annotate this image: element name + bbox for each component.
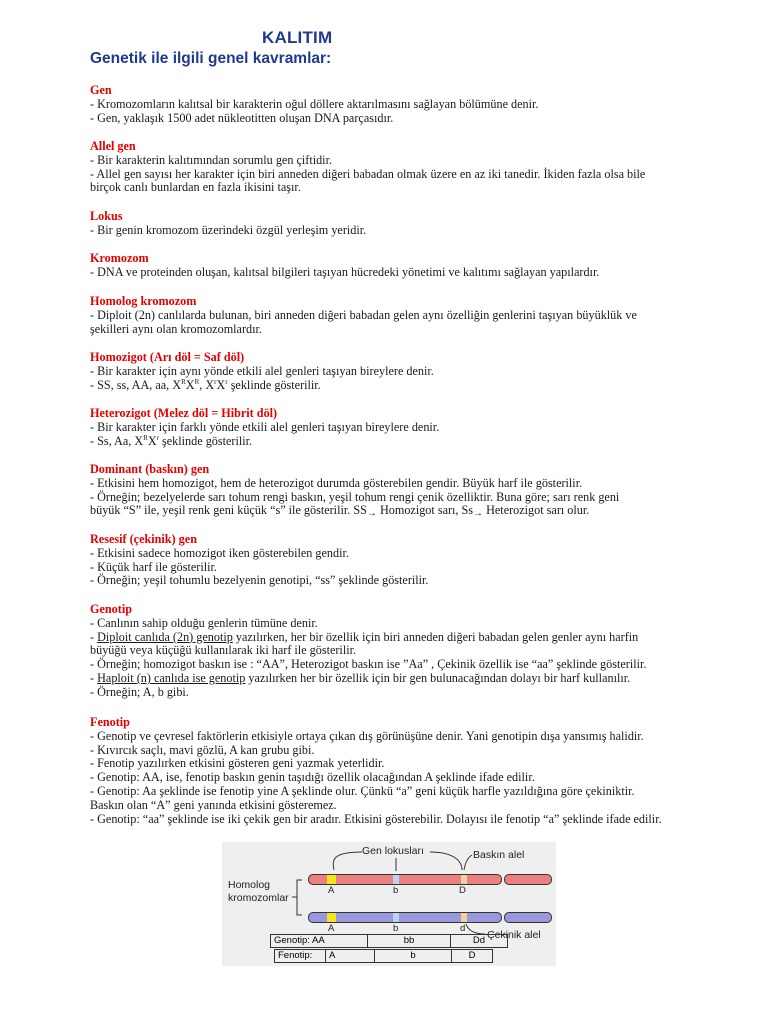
- superscript: r: [156, 433, 159, 442]
- text-line: - Bir karakter için aynı yönde etkili alel genleri taşıyan bireylere denir.: [90, 363, 434, 378]
- allele-letter: d: [460, 923, 466, 934]
- section-title: Heterozigot (Melez döl = Hibrit döl): [90, 406, 278, 420]
- text-line: - Etkisini hem homozigot, hem de heterozigot durumda gösterebilen gendir. Büyük harf ile gösterilir.: [90, 475, 583, 490]
- document-title: KALITIM: [262, 28, 333, 47]
- text-line: [90, 631, 710, 645]
- text-line: - Allel gen sayısı her karakter için biri anneden diğeri babadan olmak üzere en az iki tanedir. İkiden fazla olsa bile: [90, 166, 646, 181]
- section-lokus: [90, 210, 710, 238]
- text-fragment: yazılırken her bir özellik için bir gen bulunacağından dolayı bir harf kullanılır.: [245, 670, 631, 685]
- text-line: büyüğü veya küçüğü kullanılarak iki harf ile gösterilir.: [90, 643, 357, 658]
- text-line: - Bir karakter için farklı yönde etkili alel genleri taşıyan bireylere denir.: [90, 419, 440, 434]
- text-fragment: Heterozigot sarı olur.: [483, 503, 590, 518]
- section-genotip: [90, 603, 710, 700]
- superscript: r: [214, 377, 217, 386]
- text-line: - Diploit (2n) canlılarda bulunan, biri anneden diğeri babadan gelen aynı özelliğin genlerini taşıyan büyüklük ve: [90, 307, 637, 322]
- section-title: Genotip: [90, 602, 132, 616]
- text-fragment: X: [185, 377, 195, 392]
- text-line: - Fenotip yazılırken etkisini gösteren geni yazmak yeterlidir.: [90, 756, 385, 771]
- chromosome-top-short-arm: [504, 874, 552, 885]
- superscript: r: [225, 377, 228, 386]
- text-line: [90, 504, 710, 521]
- document-subtitle: Genetik ile ilgili genel kavramlar:: [90, 50, 332, 67]
- section-title: Gen: [90, 83, 112, 97]
- text-fragment: - SS, ss, AA, aa, X: [90, 377, 182, 392]
- text-fragment: -: [90, 629, 98, 644]
- band-blue: [393, 913, 399, 922]
- band-orange: [461, 913, 467, 922]
- text-line: [90, 672, 710, 686]
- section-homozigot: [90, 351, 710, 392]
- pointer-line: [430, 852, 462, 870]
- section-title: Fenotip: [90, 715, 130, 729]
- text-fragment: , X: [199, 377, 215, 392]
- section-title: Allel gen: [90, 139, 136, 153]
- text-line: - Gen, yaklaşık 1500 adet nükleotitten oluşan DNA parçasıdır.: [90, 110, 394, 125]
- text-fragment: X: [216, 377, 226, 392]
- text-line: Baskın olan “A” geni yanında etkisini gösteremez.: [90, 797, 337, 812]
- text-line: - Bir karakterin kalıtımından sorumlu gen çiftidir.: [90, 152, 332, 167]
- genotip-b-cell: bb: [368, 935, 451, 948]
- text-line: - Genotip ve çevresel faktörlerin etkisiyle ortaya çıkan dış görünüşüne denir. Yani genotipin dışa yansımış halidir.: [90, 728, 644, 743]
- fenotip-label-cell: Fenotip:: [275, 950, 326, 963]
- gen-lokuslari-label: Gen lokusları: [362, 845, 424, 857]
- fenotip-d-cell: D: [452, 950, 493, 963]
- text-line: [90, 435, 710, 449]
- text-fragment: yazılırken, her bir özellik için biri anneden diğeri babadan gelen genler aynı harfin: [232, 629, 639, 644]
- allele-letter: b: [393, 885, 399, 896]
- genotip-row: [270, 934, 508, 948]
- section-kromozom: [90, 252, 710, 280]
- chromosome-top-arm: [308, 874, 502, 885]
- text-line: - Örneğin; yeşil tohumlu bezelyenin genotipi, “ss” şeklinde gösterilir.: [90, 573, 429, 588]
- superscript: R: [181, 377, 186, 386]
- section-homolog-kromozom: [90, 295, 710, 336]
- pointer-line: [466, 924, 485, 934]
- pointer-line: [464, 855, 472, 870]
- text-line: - Canlının sahip olduğu genlerin tümüne denir.: [90, 615, 318, 630]
- section-gen: [90, 84, 710, 125]
- section-title: Resesif (çekinik) gen: [90, 532, 197, 546]
- fenotip-b-cell: b: [375, 950, 452, 963]
- text-fragment: -: [90, 670, 98, 685]
- text-line: - Bir genin kromozom üzerindeki özgül yerleşim yeridir.: [90, 222, 367, 237]
- band-orange: [461, 875, 467, 884]
- homolog-chromosome-figure: [222, 842, 556, 966]
- section-heterozigot: [90, 407, 710, 448]
- underlined-term: Haploit (n) canlıda ise genotip: [97, 670, 246, 685]
- allele-letter: b: [393, 923, 399, 934]
- baskin-alel-label: Baskın alel: [473, 849, 525, 861]
- genotip-d-cell: Dd: [451, 935, 508, 948]
- section-title: Dominant (baskın) gen: [90, 462, 210, 476]
- section-fenotip: [90, 716, 710, 826]
- band-yellow: [327, 875, 336, 884]
- genotip-label-cell: Genotip: AA: [271, 935, 368, 948]
- arrow-icon: →: [366, 508, 377, 520]
- text-line: - Genotip: Aa şeklinde ise fenotip yine A şeklinde olur. Çünkü “a” geni küçük harfle yazıldığına göre çekiniktir.: [90, 783, 635, 798]
- text-line: - Kromozomların kalıtsal bir karakterin oğul döllere aktarılmasını sağlayan bölümüne denir.: [90, 96, 539, 111]
- allele-letter: A: [328, 885, 335, 896]
- text-fragment: şeklinde gösterilir.: [158, 433, 253, 448]
- cekinik-alel-label: Çekinik alel: [487, 929, 541, 941]
- bracket-line: [297, 880, 302, 915]
- section-title: Lokus: [90, 209, 123, 223]
- allele-letter: D: [459, 885, 466, 896]
- text-line: - DNA ve proteinden oluşan, kalıtsal bilgileri taşıyan hücredeki yönetimi ve kalıtımı sağlayan yapılardır.: [90, 264, 600, 279]
- section-title: Kromozom: [90, 251, 149, 265]
- text-line: birçok canlı bunlardan en fazla ikisini taşır.: [90, 180, 301, 195]
- superscript: R: [194, 377, 200, 386]
- text-fragment: - Ss, Aa, X: [90, 433, 144, 448]
- section-allel-gen: [90, 140, 710, 195]
- fenotip-row: [274, 949, 493, 963]
- text-line: [90, 379, 710, 393]
- text-line: - Örneğin; homozigot baskın ise : “AA”, Heterozigot baskın ise ”Aa” , Çekinik özellik ise “aa” şeklinde gösterilir.: [90, 657, 647, 672]
- text-line: - Genotip: AA, ise, fenotip baskın genin taşıdığı özellik olacağından A şeklinde ifade edilir.: [90, 770, 535, 785]
- section-dominant-gen: [90, 463, 710, 521]
- band-yellow: [327, 913, 336, 922]
- text-line: - Örneğin; A, b gibi.: [90, 684, 189, 699]
- superscript: R: [143, 433, 148, 442]
- pointer-line: [333, 852, 362, 870]
- text-line: - Küçük harf ile gösterilir.: [90, 559, 217, 574]
- text-fragment: şeklinde gösterilir.: [227, 377, 321, 392]
- text-fragment: büyük “S” ile, yeşil renk geni küçük “s” ile gösterilir. SS: [90, 503, 367, 518]
- chromosome-bottom-arm: [308, 912, 502, 923]
- text-line: - Genotip: “aa” şeklinde ise iki çekik gen bir aradır. Etkisini gösterebilir. Dolayısı ile fenotip “a” şeklinde ifade edilir.: [90, 811, 662, 826]
- chromosome-bottom-short-arm: [504, 912, 552, 923]
- text-line: - Örneğin; bezelyelerde sarı tohum rengi baskın, yeşil tohum rengi çenik özelliktir. Buna göre; sarı renk geni: [90, 489, 620, 504]
- text-line: şekilleri aynı olan kromozomlardır.: [90, 321, 262, 336]
- section-title: Homozigot (Arı döl = Saf döl): [90, 350, 245, 364]
- homolog-label-line1: Homolog: [228, 879, 271, 891]
- underlined-term: Diploit canlıda (2n) genotip: [97, 629, 233, 644]
- section-resesif-gen: [90, 533, 710, 588]
- text-line: - Kıvırcık saçlı, mavi gözlü, A kan grubu gibi.: [90, 742, 315, 757]
- allele-letter: A: [328, 923, 335, 934]
- section-title: Homolog kromozom: [90, 294, 197, 308]
- arrow-icon: →: [473, 508, 484, 520]
- band-blue: [393, 875, 399, 884]
- text-fragment: Homozigot sarı, Ss: [376, 503, 474, 518]
- text-line: - Etkisini sadece homozigot iken gösterebilen gendir.: [90, 545, 349, 560]
- fenotip-a-cell: A: [326, 950, 375, 963]
- text-fragment: X: [147, 433, 157, 448]
- homolog-label-line2: kromozomlar: [228, 892, 289, 904]
